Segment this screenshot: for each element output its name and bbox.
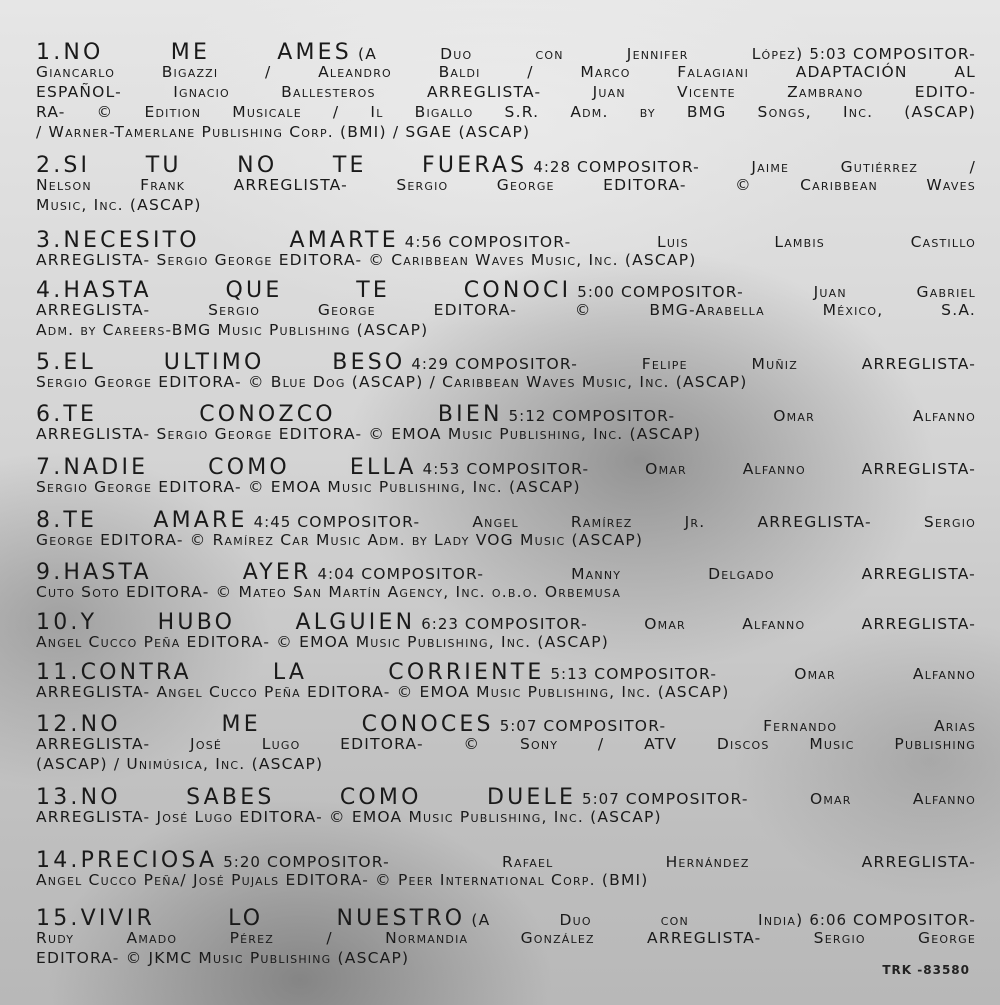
track-number: 14. bbox=[36, 848, 81, 873]
track-duration: 4:56 bbox=[404, 233, 443, 251]
credit-line: COMPOSITOR- Luis Lambis Castillo bbox=[448, 233, 976, 251]
track-title: HASTA QUE TE CONOCI bbox=[63, 278, 572, 303]
track-number: 1. bbox=[36, 40, 64, 65]
credit-line: RA- © Edition Musicale / Il Bigallo S.R. Adm. by BMG Songs, Inc. (ASCAP) bbox=[36, 103, 976, 121]
credit-line: COMPOSITOR- Felipe Muñiz ARREGLISTA- bbox=[455, 355, 977, 373]
credit-line: Nelson Frank ARREGLISTA- Sergio George EDITORA- © Caribbean Waves bbox=[36, 176, 976, 194]
credit-line: COMPOSITOR- Omar Alfanno bbox=[594, 665, 976, 683]
credit-line: Adm. by Careers-BMG Music Publishing (ASCAP) bbox=[36, 321, 429, 339]
credit-line: ARREGLISTA- Sergio George EDITORA- © Caribbean Waves Music, Inc. (ASCAP) bbox=[36, 251, 697, 269]
credit-line: COMPOSITOR- bbox=[853, 45, 977, 63]
track-number: 5. bbox=[36, 350, 64, 375]
credit-line: COMPOSITOR- Omar Alfanno ARREGLISTA- bbox=[464, 615, 976, 633]
track-number: 10. bbox=[36, 610, 81, 635]
credit-line: Giancarlo Bigazzi / Aleandro Baldi / Marco Falagiani ADAPTACIÓN AL bbox=[36, 63, 976, 81]
credit-line: COMPOSITOR- bbox=[853, 911, 976, 929]
track-duration: 5:03 bbox=[809, 45, 848, 63]
credit-line: ARREGLISTA- José Lugo EDITORA- © Sony / ATV Discos Music Publishing bbox=[36, 735, 976, 753]
credit-line: Cuto Soto EDITORA- © Mateo San Martín Agency, Inc. o.b.o. Orbemusa bbox=[36, 583, 622, 601]
track-number: 12. bbox=[36, 712, 81, 737]
track-title: EL ULTIMO BESO bbox=[63, 350, 406, 375]
credit-line: COMPOSITOR- Omar Alfanno bbox=[625, 790, 976, 808]
track-duration: 6:23 bbox=[421, 615, 459, 633]
credit-line: Angel Cucco Peña EDITORA- © EMOA Music Publishing, Inc. (ASCAP) bbox=[36, 633, 610, 651]
track-title: TE CONOZCO BIEN bbox=[63, 402, 503, 427]
track-duration: 5:00 bbox=[577, 283, 615, 301]
credit-line: ARREGLISTA- Angel Cucco Peña EDITORA- © EMOA Music Publishing, Inc. (ASCAP) bbox=[36, 683, 730, 701]
credit-line: Music, Inc. (ASCAP) bbox=[36, 196, 202, 214]
credit-line: ARREGLISTA- José Lugo EDITORA- © EMOA Music Publishing, Inc. (ASCAP) bbox=[36, 808, 662, 826]
credit-line: (ASCAP) / Unimúsica, Inc. (ASCAP) bbox=[36, 755, 324, 773]
credit-line: COMPOSITOR- Omar Alfanno ARREGLISTA- bbox=[466, 460, 976, 478]
track-number: 9. bbox=[36, 560, 64, 585]
track-duration: 4:04 bbox=[317, 565, 356, 583]
track-duration: 5:20 bbox=[223, 853, 261, 871]
track-number: 15. bbox=[36, 906, 81, 931]
track-duration: 5:13 bbox=[550, 665, 589, 683]
credit-line: COMPOSITOR- Juan Gabriel bbox=[620, 283, 977, 301]
credit-line: Sergio George EDITORA- © Blue Dog (ASCAP) / Caribbean Waves Music, Inc. (ASCAP) bbox=[36, 373, 748, 391]
track-title: Y HUBO ALGUIEN bbox=[80, 610, 416, 635]
credit-line: Angel Cucco Peña/ José Pujals EDITORA- © Peer International Corp. (BMI) bbox=[36, 871, 649, 889]
track-duration: 5:12 bbox=[508, 407, 547, 425]
credit-line: EDITORA- © JKMC Music Publishing (ASCAP) bbox=[36, 949, 410, 967]
track-duration: 6:06 bbox=[809, 911, 848, 929]
track-title: NADIE COMO ELLA bbox=[63, 455, 417, 480]
credit-line: Sergio George EDITORA- © EMOA Music Publishing, Inc. (ASCAP) bbox=[36, 478, 581, 496]
track-number: 3. bbox=[36, 228, 64, 253]
credit-line: COMPOSITOR- Jaime Gutiérrez / bbox=[577, 158, 976, 176]
credit-line: ESPAÑOL- Ignacio Ballesteros ARREGLISTA- Juan Vicente Zambrano EDITO- bbox=[36, 83, 976, 101]
track-number: 13. bbox=[36, 785, 81, 810]
credit-line: Rudy Amado Pérez / Normandia González ARREGLISTA- Sergio George bbox=[36, 929, 976, 947]
credit-line: COMPOSITOR- Angel Ramírez Jr. ARREGLISTA- Sergio bbox=[297, 513, 976, 531]
track-duration: 4:53 bbox=[422, 460, 461, 478]
credit-line: ARREGLISTA- Sergio George EDITORA- © BMG-Arabella México, S.A. bbox=[36, 301, 976, 319]
credit-line: / Warner-Tamerlane Publishing Corp. (BMI) / SGAE (ASCAP) bbox=[36, 123, 531, 141]
track-title: NO ME AMES bbox=[63, 40, 352, 65]
track-title: NO SABES COMO DUELE bbox=[80, 785, 577, 810]
track-title: CONTRA LA CORRIENTE bbox=[80, 660, 545, 685]
credit-line: George EDITORA- © Ramírez Car Music Adm. by Lady VOG Music (ASCAP) bbox=[36, 531, 644, 549]
track-duration: 5:07 bbox=[582, 790, 620, 808]
track-number: 2. bbox=[36, 153, 64, 178]
track-title: SI TU NO TE FUERAS bbox=[63, 153, 528, 178]
track-number: 7. bbox=[36, 455, 64, 480]
track-number: 6. bbox=[36, 402, 64, 427]
credit-line: COMPOSITOR- Fernando Arias bbox=[543, 717, 976, 735]
track-title: PRECIOSA bbox=[80, 848, 218, 873]
credit-line: COMPOSITOR- Rafael Hernández ARREGLISTA- bbox=[266, 853, 976, 871]
track-title: TE AMARE bbox=[63, 508, 248, 533]
track-duration: 4:29 bbox=[411, 355, 450, 373]
track-featuring: (A Duo con India) bbox=[471, 911, 804, 929]
track-number: 8. bbox=[36, 508, 64, 533]
credit-line: COMPOSITOR- Manny Delgado ARREGLISTA- bbox=[361, 565, 976, 583]
track-duration: 4:45 bbox=[253, 513, 292, 531]
track-title: NECESITO AMARTE bbox=[63, 228, 399, 253]
track-featuring: (A Duo con Jennifer López) bbox=[357, 45, 804, 63]
track-title: NO ME CONOCES bbox=[80, 712, 494, 737]
track-title: VIVIR LO NUESTRO bbox=[80, 906, 466, 931]
track-number: 11. bbox=[36, 660, 81, 685]
credit-line: ARREGLISTA- Sergio George EDITORA- © EMOA Music Publishing, Inc. (ASCAP) bbox=[36, 425, 702, 443]
track-duration: 4:28 bbox=[533, 158, 572, 176]
track-title: HASTA AYER bbox=[63, 560, 312, 585]
credit-line: COMPOSITOR- Omar Alfanno bbox=[552, 407, 976, 425]
track-duration: 5:07 bbox=[499, 717, 538, 735]
track-number: 4. bbox=[36, 278, 64, 303]
catalog-number: TRK -83580 bbox=[882, 963, 970, 977]
